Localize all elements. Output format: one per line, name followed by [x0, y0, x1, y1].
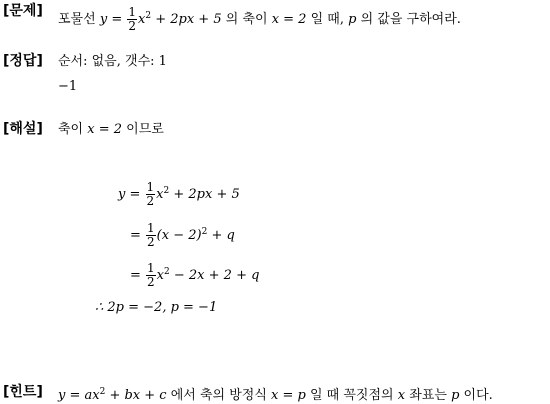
solution-line2-rest: + q [207, 228, 235, 243]
problem-axis-eq: x = 2 [271, 12, 307, 27]
hint-text2: 일 때 꼭짓점의 [309, 388, 394, 403]
solution-line1-sup: 2 [163, 186, 170, 196]
problem-text-before: 포물선 [58, 12, 96, 27]
problem-fraction [127, 6, 137, 33]
solution-line2-mid: (x − 2) [156, 228, 202, 243]
solution-line3-den: 2 [147, 275, 155, 289]
solution-line1-lhs: y = [118, 187, 145, 202]
solution-label: [해설] [3, 121, 43, 137]
answer-value: −1 [58, 79, 78, 94]
solution-line2-lhs: = [130, 228, 146, 243]
solution-line3-sup: 2 [164, 267, 170, 277]
solution-intro-suffix: 이므로 [126, 122, 164, 137]
solution-line2-sup: 2 [201, 227, 208, 237]
solution-line3-num: 1 [147, 261, 155, 275]
hint-text1: 에서 축의 방정식 [170, 388, 267, 403]
solution-line3-rest: − 2x + 2 + q [169, 268, 260, 283]
solution-intro-eq: x = 2 [87, 122, 123, 137]
solution-line1-rest: + 2px + 5 [169, 187, 240, 202]
problem-frac-den: 2 [128, 19, 136, 33]
solution-line2-den: 2 [147, 235, 155, 249]
solution-line3-fraction [146, 262, 156, 289]
hint-text4: 이다. [463, 388, 493, 403]
problem-eq-x: x [138, 12, 146, 27]
solution-line-3 [130, 262, 259, 289]
hint-eq-b: + bx + c [105, 388, 167, 403]
hint-label: [힌트] [3, 384, 43, 400]
solution-line2-num: 1 [147, 221, 155, 235]
solution-conclusion: ∴ 2p = −2, p = −1 [95, 300, 218, 315]
solution-intro-prefix: 축이 [58, 122, 84, 137]
hint-text3: 좌표는 [409, 388, 447, 403]
hint-text [58, 384, 493, 404]
solution-line3-x: x [156, 268, 165, 283]
problem-eq-equals: = [107, 12, 127, 27]
solution-line-1 [118, 181, 240, 208]
solution-line3-lhs: = [130, 268, 146, 283]
problem-frac-num: 1 [128, 5, 136, 19]
solution-line1-num: 1 [146, 180, 155, 194]
answer-label: [정답] [3, 53, 43, 69]
problem-statement [58, 6, 461, 33]
solution-line1-den: 2 [146, 194, 155, 208]
problem-text-end: 의 값을 구하여라. [360, 12, 461, 27]
hint-eq-sup: 2 [99, 387, 106, 397]
hint-eq-axis: x = p [271, 388, 306, 403]
solution-line-2 [130, 222, 235, 249]
solution-line1-fraction [146, 181, 156, 208]
problem-eq-sup: 2 [145, 11, 152, 21]
problem-eq-y: y [99, 12, 108, 27]
hint-var-x: x [397, 388, 406, 403]
solution-line2-fraction [146, 222, 156, 249]
answer-meta: 순서: 없음, 갯수: 1 [58, 54, 167, 69]
hint-var-p: p [451, 388, 460, 403]
problem-var-p: p [348, 12, 357, 27]
solution-line1-x: x [156, 187, 164, 202]
hint-eq-a: y = ax [58, 388, 100, 403]
problem-text-mid2: 일 때, [310, 12, 344, 27]
problem-label: [문제] [3, 3, 43, 19]
solution-intro [58, 122, 164, 138]
problem-text-mid: 의 축이 [225, 12, 268, 27]
problem-eq-rest: + 2px + 5 [151, 12, 222, 27]
